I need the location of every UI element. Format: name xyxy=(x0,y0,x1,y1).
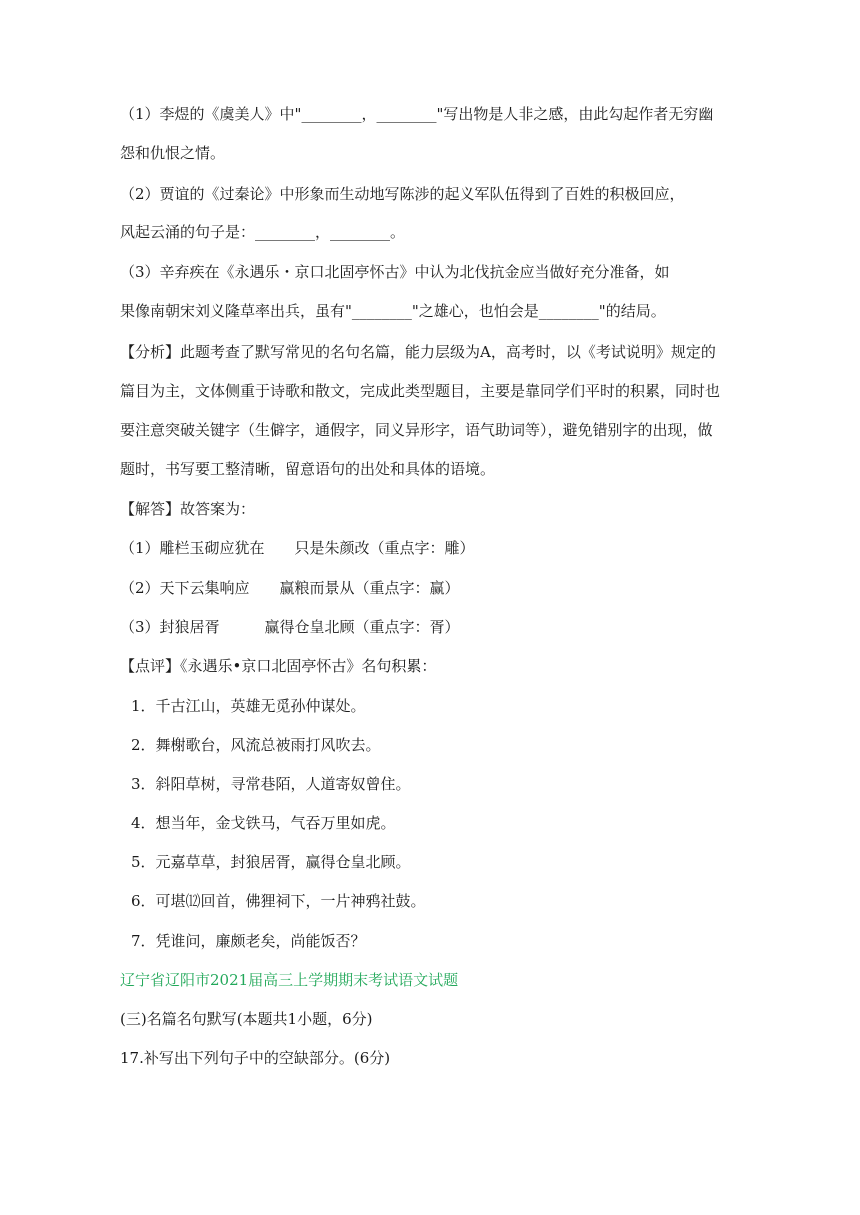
question-2-line-2: 风起云涌的句子是：________，________。 xyxy=(120,223,406,241)
analysis-line-2: 篇目为主，文体侧重于诗歌和散文，完成此类型题目，主要是靠同学们平时的积累，同时也 xyxy=(120,382,721,400)
comment-item: 7．凭谁问，廉颇老矣，尚能饭否？ xyxy=(131,932,366,950)
comment-item: 1．千古江山，英雄无觅孙仲谋处。 xyxy=(131,697,366,715)
comment-heading: 【点评】《永遇乐•京口北固亭怀古》名句积累： xyxy=(120,657,437,675)
answer-heading: 【解答】故答案为： xyxy=(120,500,256,518)
section-heading: (三)名篇名句默写(本题共1小题，6分) xyxy=(120,1010,373,1028)
comment-item: 6．可堪⑿回首，佛狸祠下，一片神鸦社鼓。 xyxy=(131,892,426,910)
comment-item: 3．斜阳草树，寻常巷陌，人道寄奴曾住。 xyxy=(131,775,411,793)
question-3-line-1: （3）辛弃疾在《永遇乐・京口北固亭怀古》中认为北伐抗金应当做好充分准备，如 xyxy=(120,263,670,281)
comment-item: 2．舞榭歌台，风流总被雨打风吹去。 xyxy=(131,736,381,754)
source-title: 辽宁省辽阳市2021届高三上学期期末考试语文试题 xyxy=(120,971,459,989)
answer-3: （3）封狼居胥 赢得仓皇北顾（重点字：胥） xyxy=(120,618,460,636)
question-1-line-2: 怨和仇恨之情。 xyxy=(120,144,226,162)
question-3-line-2: 果像南朝宋刘义隆草率出兵，虽有"________"之雄心，也怕会是________"的结局。 xyxy=(120,302,666,320)
answer-2: （2）天下云集响应 赢粮而景从（重点字：赢） xyxy=(120,579,460,597)
question-17: 17.补写出下列句子中的空缺部分。(6分) xyxy=(120,1049,391,1067)
answer-1: （1）雕栏玉砌应犹在 只是朱颜改（重点字：雕） xyxy=(120,539,475,557)
analysis-line-1: 【分析】此题考查了默写常见的名句名篇，能力层级为A，高考时，以《考试说明》规定的 xyxy=(120,343,716,361)
comment-item: 4．想当年，金戈铁马，气吞万里如虎。 xyxy=(131,814,396,832)
analysis-line-4: 题时，书写要工整清晰，留意语句的出处和具体的语境。 xyxy=(120,460,496,478)
question-1-line-1: （1）李煜的《虞美人》中"________，________"写出物是人非之感，由此勾起作者无穷幽 xyxy=(120,105,714,123)
analysis-line-3: 要注意突破关键字（生僻字，通假字，同义异形字，语气助词等），避免错别字的出现，做 xyxy=(120,421,713,439)
comment-item: 5．元嘉草草，封狼居胥，赢得仓皇北顾。 xyxy=(131,853,411,871)
question-2-line-1: （2）贾谊的《过秦论》中形象而生动地写陈涉的起义军队伍得到了百姓的积极回应， xyxy=(120,185,685,203)
